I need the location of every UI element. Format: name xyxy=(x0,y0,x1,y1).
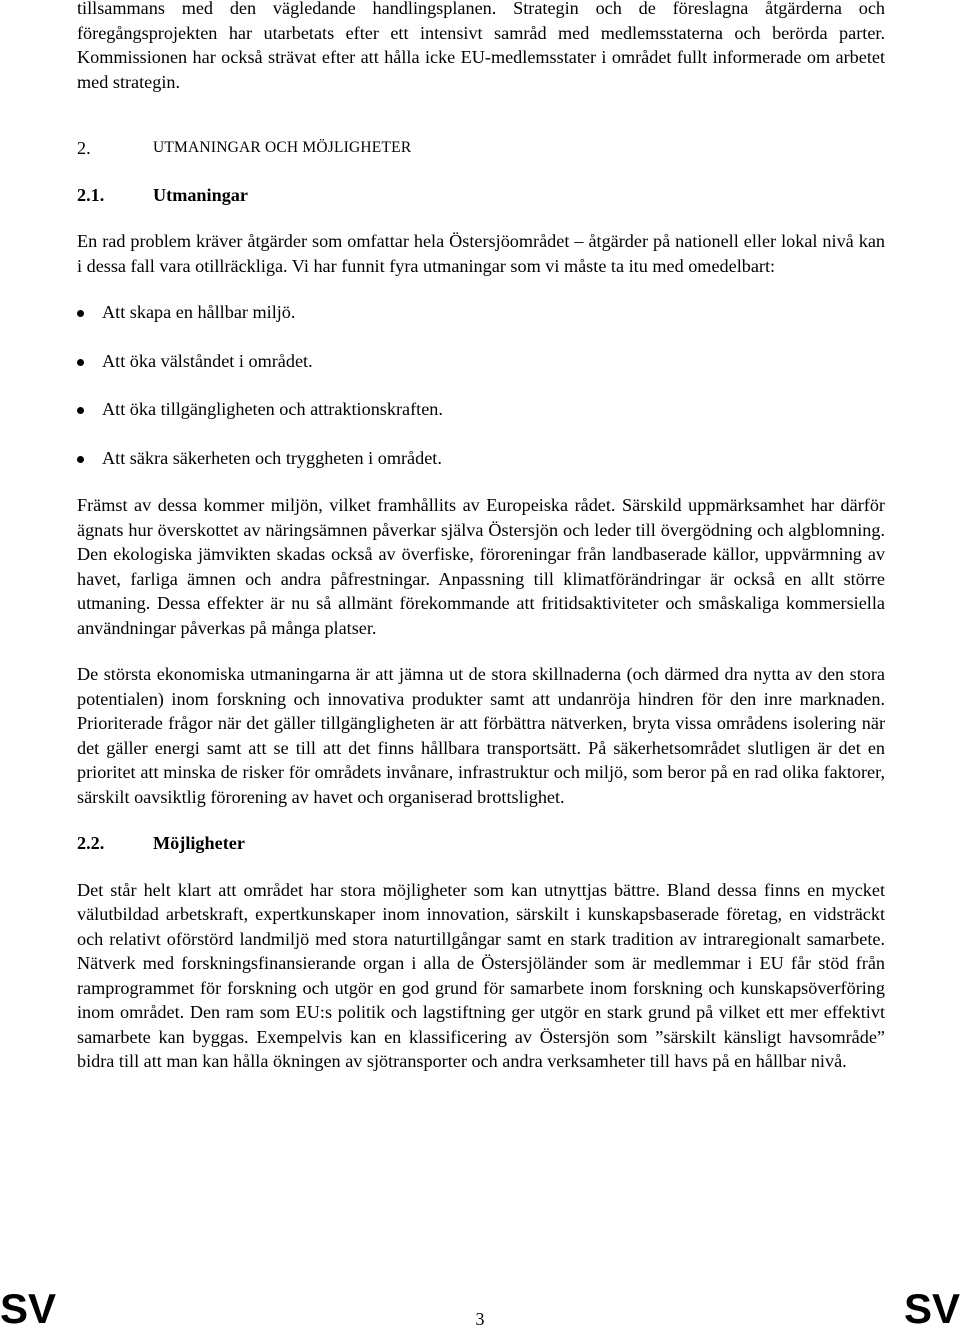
list-item: Att öka välståndet i området. xyxy=(77,349,885,374)
intro-paragraph: tillsammans med den vägledande handlingsplanen. Strategin och de föreslagna åtgärderna och föregångsprojekten har utarbetats efter ett intensivt samråd med medlemsstaterna och berörda parter. Kommissionen har också strävat efter att hålla icke EU-medlemsstater i området fullt informerade om arbetet med strategin. xyxy=(77,0,885,92)
section-2-2-paragraph-1: Det står helt klart att området har stora möjligheter som kan utnyttjas bättre. Bland dessa finns en mycket välutbildad arbetskraft, expertkunskaper inom innovation, särskilt i kunskapsbaserade företag, en vidsträckt och relativt oförstörd landmiljö med stora naturtillgångar samt en stark tradition av intraregionalt samarbete. Nätverk med forskningsfinansierande organ i alla de Östersjöländer som är medlemmar i EU får stöd från ramprogrammet för forskning och utgör en god grund för samarbete inom forskning och kunskapsöverföring inom området. Den ram som EU:s politik och lagstiftning ger utgör en stark grund på vilket ett mer effektivt samarbete kan byggas. Exempelvis kan en klassificering av Östersjön som ”särskilt känsligt havsområde” bidra till att man kan hålla ökningen av sjötransporter och andra verksamheter till havs på en hållbar nivå. xyxy=(77,879,885,1071)
section-2-2-title: Möjligheter xyxy=(153,833,245,853)
list-item: Att säkra säkerheten och tryggheten i området. xyxy=(77,446,885,471)
section-2-1-paragraph-3: De största ekonomiska utmaningarna är att jämna ut de stora skillnaderna (och därmed dra nytta av den stora potentialen) inom forskning och innovativa produkter samt att undanröja hindren för den inre marknaden. Prioriterade frågor när det gäller tillgängligheten är att förbättra nätverken, bryta vissa områdens isolering när det gäller energi samt att se till att det finns hållbara transportsätt. På säkerhetsområdet slutligen är det en prioritet att minska de risker för områdets invånare, infrastruktur och miljö, som beror på en rad olika faktorer, särskilt oavsiktlig förorening av havet och organiserad brottslighet. xyxy=(77,664,885,807)
bullet-icon xyxy=(77,407,84,414)
section-2-1-number: 2.1. xyxy=(77,184,105,205)
footer-language-left: SV xyxy=(0,1285,57,1332)
list-item: Att öka tillgängligheten och attraktionskraften. xyxy=(77,397,885,422)
section-2-title: UTMANINGAR OCH MÖJLIGHETER xyxy=(153,139,412,156)
section-2-1-title: Utmaningar xyxy=(153,184,248,205)
footer-language-right: SV xyxy=(903,1285,960,1332)
section-2-2-heading xyxy=(77,831,885,856)
challenges-list xyxy=(77,300,885,470)
page-number: 3 xyxy=(475,1309,485,1329)
section-2-1-paragraph-1: En rad problem kräver åtgärder som omfattar hela Östersjöområdet – åtgärder på nationell eller lokal nivå kan i dessa fall vara otillräckliga. Vi har funnit fyra utmaningar som vi måste ta itu med omedelbart: xyxy=(77,231,885,276)
bullet-icon xyxy=(77,456,84,463)
document-page xyxy=(77,0,885,1074)
section-2-1-paragraph-2: Främst av dessa kommer miljön, vilket framhållits av Europeiska rådet. Särskild uppmärksamhet har därför ägnats hur överskottet av näringsämnen påverkar själva Östersjön och leder till övergödning och algblomning. Den ekologiska jämvikten skadas också av överfiske, föroreningar från landbaserade källor, uppvärmning av havet, farliga ämnen och andra påfrestningar. Anpassning till klimatförändringar är också en allt större utmaning. Dessa effekter är nu så allmänt förekommande att fritidsaktiviteter och småskaliga kommersiella användningar påverkas på många platser. xyxy=(77,495,885,638)
bullet-icon xyxy=(77,359,84,366)
list-item: Att skapa en hållbar miljö. xyxy=(77,300,885,325)
section-2-1-heading xyxy=(77,183,885,208)
bullet-icon xyxy=(77,310,84,317)
section-2-heading xyxy=(77,136,885,161)
section-2-number: 2. xyxy=(77,138,91,158)
section-2-2-number: 2.2. xyxy=(77,833,105,853)
